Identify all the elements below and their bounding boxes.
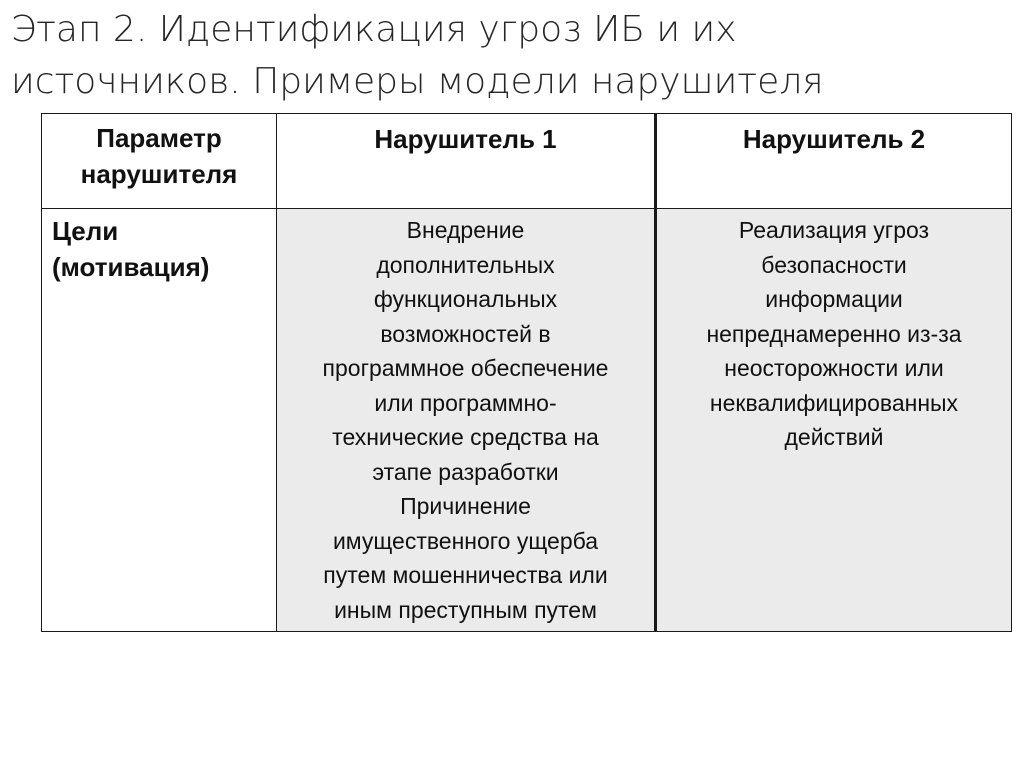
slide-title bbox=[11, 4, 1011, 108]
violator-2-text-line: информации bbox=[765, 286, 903, 312]
violator-2-text-line: неосторожности или bbox=[724, 355, 944, 381]
violator-1-text-line: программное обеспечение bbox=[322, 355, 609, 381]
header-violator-1: Нарушитель 1 bbox=[277, 114, 656, 209]
violator-1-text-line: или программно- bbox=[374, 389, 557, 416]
violator-1-text-line: имущественного ущерба bbox=[332, 527, 599, 554]
header-param-line-1: Параметр bbox=[96, 123, 222, 153]
violator-1-text-line: Причинение bbox=[400, 493, 531, 519]
violator-1-text-line: возможностей в bbox=[380, 320, 551, 347]
header-violator-parameter bbox=[42, 114, 277, 209]
slide-title-line-2: источников. Примеры модели нарушителя bbox=[11, 61, 824, 102]
param-goals-line-2: (мотивация) bbox=[52, 252, 210, 282]
slide-title-line-1: Этап 2. Идентификация угроз ИБ и их bbox=[11, 9, 737, 50]
table-header-row bbox=[42, 114, 1012, 209]
param-goals-line-1: Цели bbox=[52, 216, 119, 246]
header-violator-2: Нарушитель 2 bbox=[656, 114, 1012, 209]
violator-2-text-line: неквалифицированных bbox=[709, 389, 959, 416]
violator-1-text-line: этапе разработки bbox=[372, 458, 559, 485]
violator-2-text-line: непреднамеренно из-за bbox=[706, 320, 962, 347]
violator-model-table bbox=[41, 113, 1012, 632]
violator-2-goals-cell bbox=[656, 209, 1012, 632]
violator-1-goals-cell bbox=[277, 209, 656, 632]
violator-2-text-line: действий bbox=[784, 424, 884, 450]
violator-2-text-line: Реализация угроз bbox=[738, 217, 930, 243]
violator-1-text-line: путем мошенничества или bbox=[323, 562, 608, 588]
violator-1-text-line: дополнительных bbox=[376, 251, 555, 278]
violator-1-text-line: Внедрение bbox=[406, 217, 525, 243]
header-param-line-2: нарушителя bbox=[80, 159, 238, 189]
violator-1-text-line: технические средства на bbox=[332, 424, 599, 450]
violator-1-text-line: иным преступным путем bbox=[334, 596, 597, 623]
violator-1-text-line: функциональных bbox=[373, 286, 558, 312]
param-goals-cell bbox=[42, 209, 277, 632]
table-row bbox=[42, 209, 1012, 632]
violator-model-table-container bbox=[41, 113, 1011, 632]
violator-2-text-line: безопасности bbox=[761, 251, 907, 278]
